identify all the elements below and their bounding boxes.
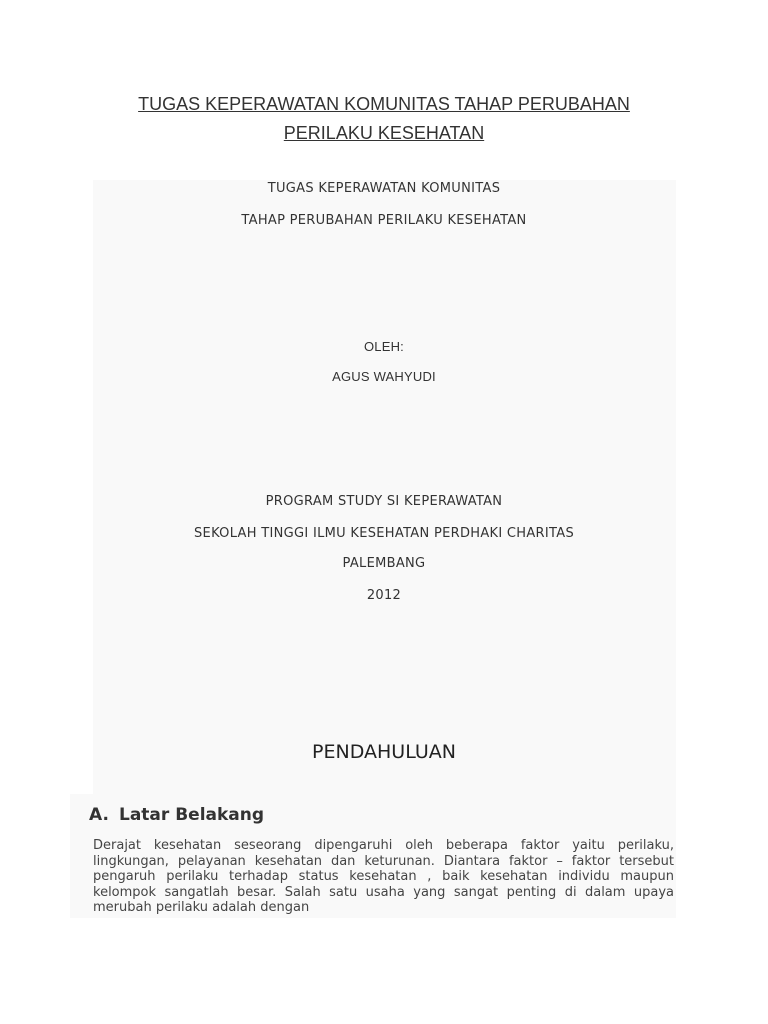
year: 2012 [366,588,402,603]
section-heading: PENDAHULUAN [312,741,456,763]
document-title [0,90,768,148]
institution-name: SEKOLAH TINGGI ILMU KESEHATAN PERDHAKI CHARITAS [194,526,574,541]
subsection-heading [89,805,264,825]
cover-title-line2: TAHAP PERUBAHAN PERILAKU KESEHATAN [241,213,527,228]
cover-page-panel [93,180,676,794]
program-name: PROGRAM STUDY SI KEPERAWATAN [265,494,503,509]
subsection-title: Latar Belakang [119,805,265,825]
document-title-line1: TUGAS KEPERAWATAN KOMUNITAS TAHAP PERUBAHAN [138,94,630,114]
city-name: PALEMBANG [342,556,426,571]
document-title-line2: PERILAKU KESEHATAN [283,123,485,143]
subsection-number: A. [89,805,109,825]
author-name: AGUS WAHYUDI [332,369,436,384]
body-paragraph: Derajat kesehatan seseorang dipengaruhi oleh beberapa faktor yaitu perilaku, lingkungan, pelayanan kesehatan dan keturunan. Diantara faktor – faktor tersebut pengaruh perilaku terhadap status kesehatan , baik kesehatan individu maupun kelompok sangatlah besar. Salah satu usaha yang sangat penting di dalam upaya merubah perilaku adalah dengan [93,838,674,915]
cover-title-line1: TUGAS KEPERAWATAN KOMUNITAS [267,181,501,196]
author-label: OLEH: [363,339,404,354]
